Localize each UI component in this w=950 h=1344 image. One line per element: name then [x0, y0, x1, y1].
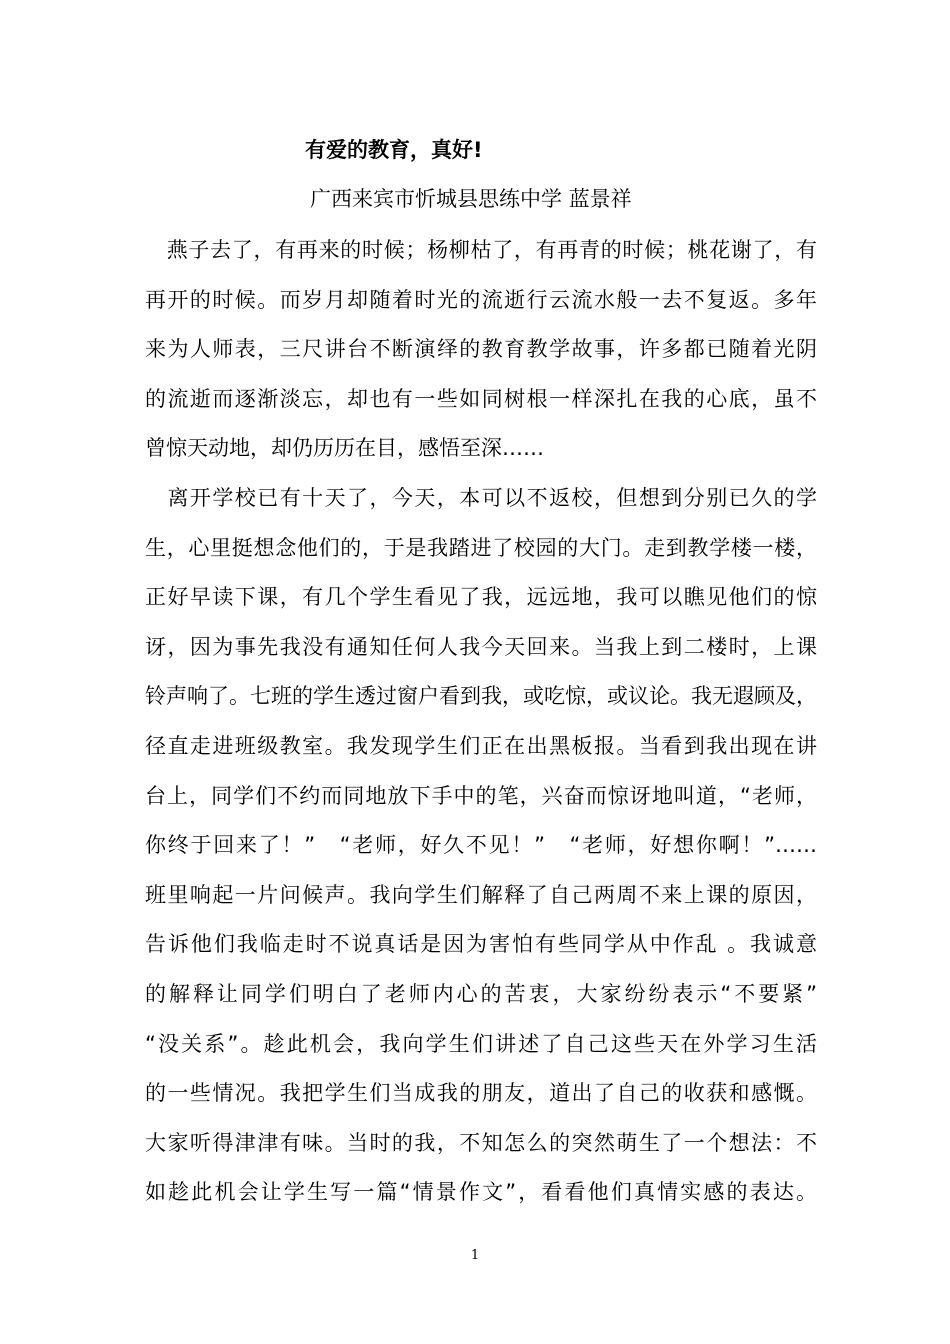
paragraph-line: 燕子去了，有再来的时候；杨柳枯了，有再青的时候；桃花谢了，有 — [145, 238, 817, 262]
paragraph-line: 离开学校已有十天了，今天，本可以不返校，但想到分别已久的学 — [145, 486, 817, 510]
paragraph-line: 的流逝而逐渐淡忘，却也有一些如同树根一样深扎在我的心底，虽不 — [145, 386, 817, 411]
paragraph-line: 讶，因为事先我没有通知任何人我今天回来。当我上到二楼时，上课 — [145, 634, 817, 659]
paragraph-line: 大家听得津津有味。当时的我，不知怎么的突然萌生了一个想法：不 — [145, 1130, 817, 1155]
paragraph-line: 正好早读下课，有几个学生看见了我，远远地，我可以瞧见他们的惊 — [145, 585, 817, 610]
paragraph-line: 再开的时候。而岁月却随着时光的流逝行云流水般一去不复返。多年 — [145, 287, 817, 312]
paragraph-line: 班里响起一片问候声。我向学生们解释了自己两周不来上课的原因， — [145, 882, 817, 907]
paragraph-line: 生，心里挺想念他们的，于是我踏进了校园的大门。走到教学楼一楼， — [145, 535, 817, 560]
paragraph-line: 你终于回来了！” “老师，好久不见！” “老师，好想你啊！”…… — [145, 833, 817, 858]
paragraph-line: 曾惊天动地，却仍历历在目，感悟至深…… — [145, 436, 544, 461]
paragraph-line: 的一些情况。我把学生们当成我的朋友，道出了自己的收获和感慨。 — [145, 1081, 817, 1106]
author-line: 广西来宾市忻城县思练中学 蓝景祥 — [310, 187, 632, 211]
paragraph-line: 台上，同学们不约而同地放下手中的笔，兴奋而惊讶地叫道，“老师， — [145, 783, 817, 808]
paragraph-1 — [145, 226, 817, 474]
paragraph-line: 来为人师表，三尺讲台不断演绎的教育教学故事，许多都已随着光阴 — [145, 337, 817, 362]
page-number: 1 — [470, 1248, 480, 1263]
paragraph-line: 的解释让同学们明白了老师内心的苦衷，大家纷纷表示“不要紧” — [145, 981, 817, 1006]
document-title: 有爱的教育，真好! — [305, 138, 483, 162]
paragraph-line: “没关系”。趁此机会，我向学生们讲述了自己这些天在外学习生活 — [145, 1031, 817, 1056]
paragraph-2 — [145, 474, 817, 1218]
paragraph-line: 告诉他们我临走时不说真话是因为害怕有些同学从中作乱 。我诚意 — [145, 932, 817, 957]
paragraph-line: 铃声响了。七班的学生透过窗户看到我，或吃惊，或议论。我无遐顾及， — [145, 684, 817, 709]
paragraph-line: 如趁此机会让学生写一篇“情景作文”，看看他们真情实感的表达。 — [145, 1180, 817, 1205]
paragraph-line: 径直走进班级教室。我发现学生们正在出黑板报。当看到我出现在讲 — [145, 733, 817, 758]
